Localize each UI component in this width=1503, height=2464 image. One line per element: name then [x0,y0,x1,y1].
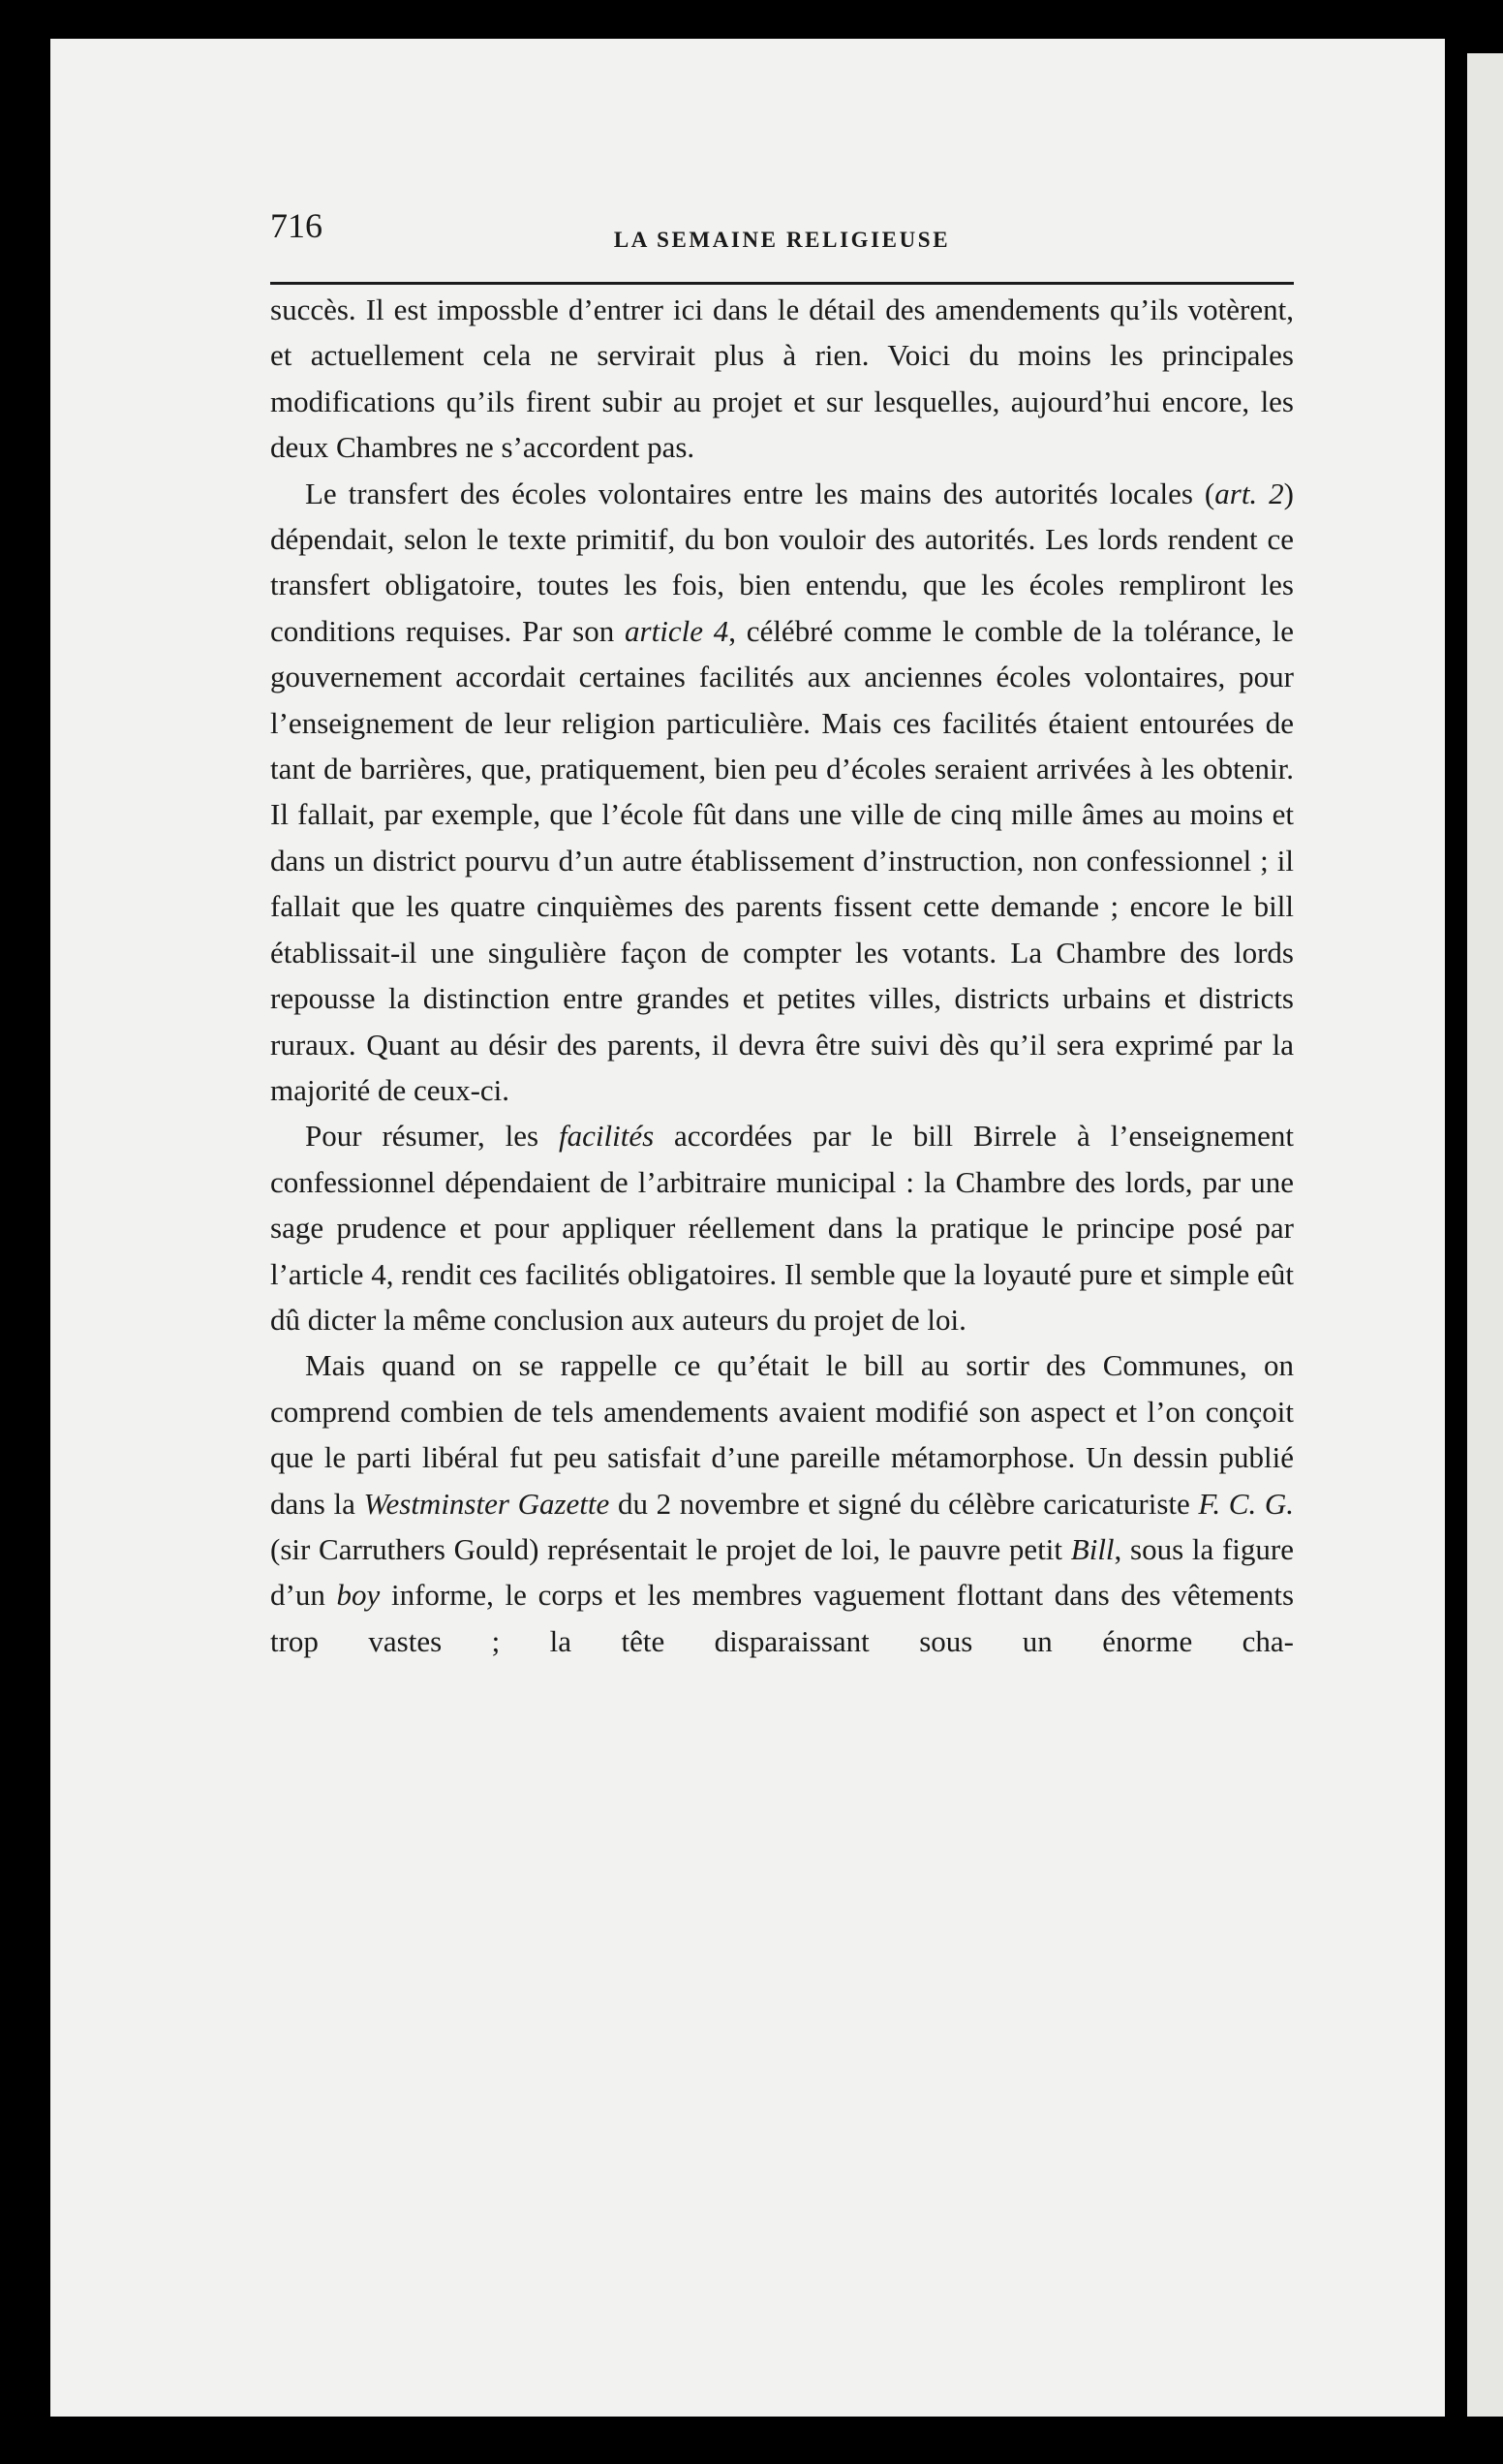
text-run: Pour résumer, les [305,1119,559,1154]
text-run: informe, le corps et les membres vaguement flottant dans des vêtements trop vastes ; la tête disparaissant sous un énorme cha- [270,1578,1295,1658]
header-rule [270,282,1294,285]
text-run: (sir Carruthers Gould) représentait le projet de loi, le pauvre petit [270,1531,1071,1566]
italic-phrase: F. C. G. [1198,1486,1294,1521]
page-number: 716 [270,206,322,245]
body-text [270,287,1294,1664]
italic-phrase: art. 2 [1214,476,1284,510]
italic-phrase: article 4 [625,613,729,648]
paragraph [270,471,1294,1114]
italic-phrase: facilités [559,1119,655,1154]
running-head [270,184,1294,252]
paragraph [270,1113,1294,1342]
paragraph [270,287,1294,471]
text-run: ) dépendait, selon le texte primitif, du bon vouloir des autorités. Les lords rendent ce transfert obligatoire, toutes les fois, bien entendu, que les écoles rempliront les conditions requises. Par son [270,476,1294,648]
text-run: succès. Il est impossble d’entrer ici dans le détail des amendements qu’ils votèrent, et actuellement cela ne servirait plus à rien. Voici du moins les principales modifications qu’ils firent subir au projet et sur lesquelles, aujourd’hui encore, les deux Chambres ne s’accordent pas. [270,293,1294,465]
italic-phrase: boy [336,1578,381,1613]
adjacent-page-edge [1467,53,1503,2417]
text-run: Mais quand on se rappelle ce qu’était le bill au sortir des Communes, on comprend combien de tels amendements avaient modifié son aspect et l’on conçoit que le parti libéral fut peu satisfait d’une pareille métamorphose. Un dessin publié dans la [270,1348,1294,1521]
paragraph [270,1342,1294,1664]
text-run: Le transfert des écoles volontaires entre les mains des autorités locales ( [305,476,1215,510]
text-run: accordées par le bill Birrele à l’enseignement confessionnel dépendaient de l’arbitraire municipal : la Chambre des lords, par une sage prudence et pour appliquer réellement dans la pratique le principe posé par l’article 4, rendit ces facilités obligatoires. Il semble que la loyauté pure et simple eût dû dicter la même conclusion aux auteurs du projet de loi. [270,1119,1294,1337]
italic-phrase: Westminster Gazette [363,1486,610,1521]
running-title: LA SEMAINE RELIGIEUSE [613,228,951,252]
italic-phrase: Bill [1070,1531,1115,1566]
text-run: du 2 novembre et signé du célèbre caricaturiste [609,1486,1199,1521]
text-run: , célébré comme le comble de la tolérance, le gouvernement accordait certaines facilités aux anciennes écoles volontaires, pour l’enseignement de leur religion particulière. Mais ces facilités étaient entourées de tant de barrières, que, pratiquement, bien peu d’écoles seraient arrivées à les obtenir. Il fallait, par exemple, que l’école fût dans une ville de cinq mille âmes au moins et dans un district pourvu d’un autre établissement d’instruction, non confessionnel ; il fallait que les quatre cinquièmes des parents fissent cette demande ; encore le bill établissait-il une singulière façon de compter les votants. La Chambre des lords repousse la distinction entre grandes et petites villes, districts urbains et districts ruraux. Quant au désir des parents, il devra être suivi dès qu’il sera exprimé par la majorité de ceux-ci. [270,613,1294,1107]
text-run: , sous la figure d’un [270,1531,1294,1613]
